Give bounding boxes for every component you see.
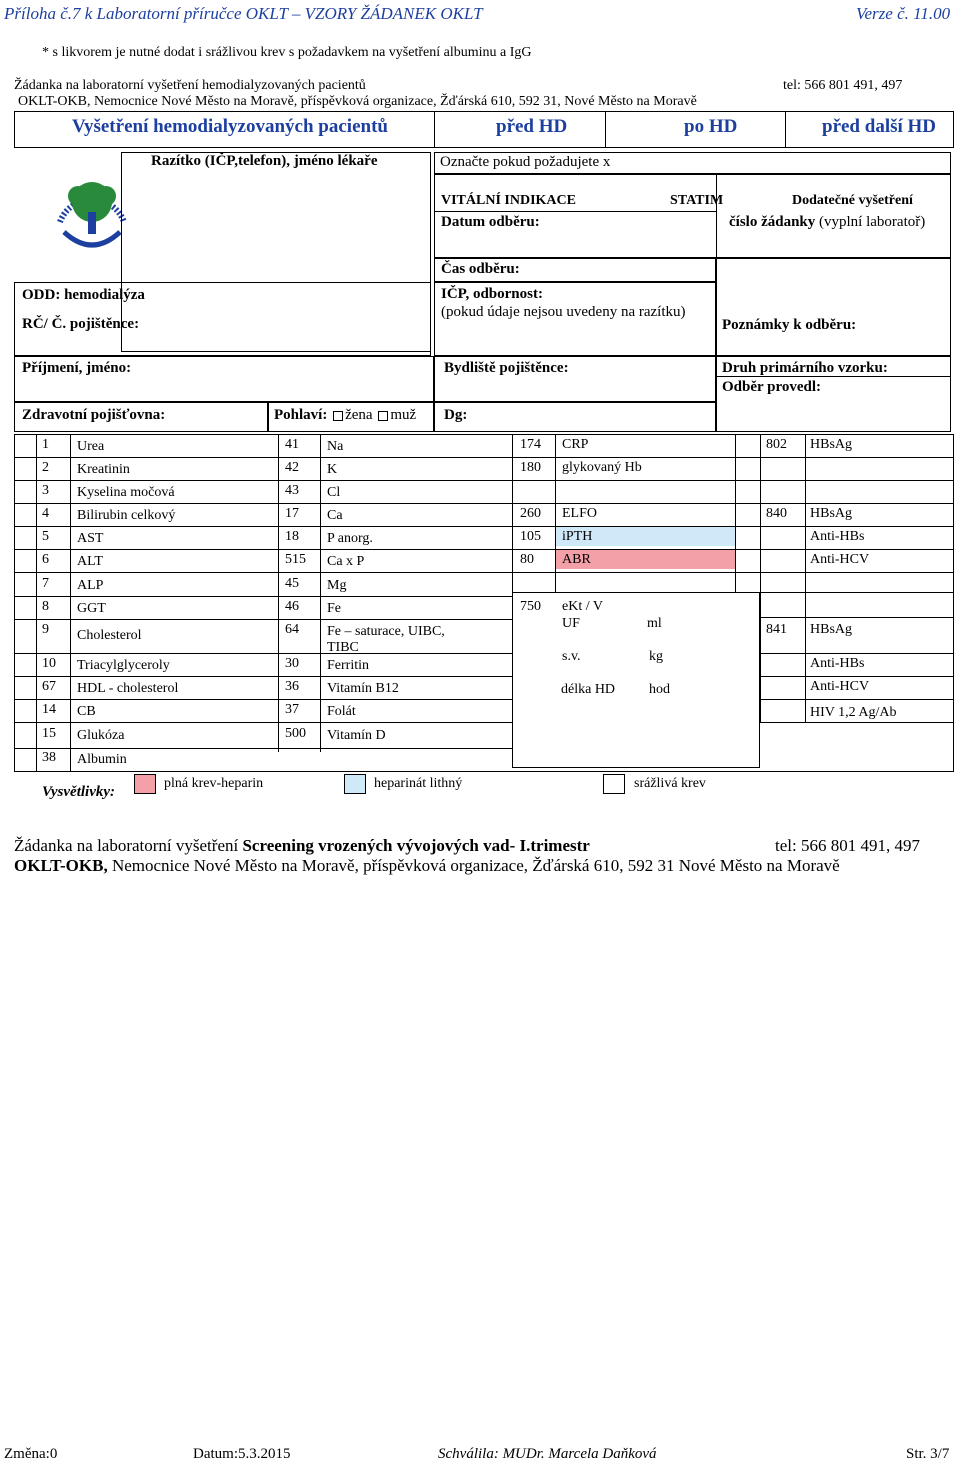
male-label: muž [390,407,417,423]
stamp-label: Razítko (IČP,telefon), jméno lékaře [151,153,378,169]
version: Verze č. 11.00 [856,4,951,23]
grid-hline-9 [14,676,512,677]
banner-main: Vyšetření hemodialyzovaných pacientů [72,116,388,137]
legend-label: Vysvětlivky: [42,784,116,800]
legend-white-swatch [603,774,625,794]
grid-hline-r-5 [512,572,954,573]
grid-hline-11 [14,722,512,723]
grid-hline-r-2 [512,503,954,504]
test-name[interactable]: Kyselina močová [77,485,175,500]
test-number-14[interactable]: 14 [42,702,56,717]
test-name[interactable]: ELFO [562,506,597,521]
grid-hline-2 [14,503,512,504]
test-name[interactable]: Bilirubin celkový [77,508,176,523]
test-name[interactable]: AST [77,531,104,546]
legend-red-swatch [134,774,156,794]
grid-hline-10 [14,699,512,700]
test-name[interactable]: HBsAg [810,506,853,521]
residence-label: Bydliště pojištěnce: [444,360,569,376]
male-checkbox[interactable] [378,411,388,421]
test-number-515[interactable]: 515 [285,552,306,567]
test-number-41[interactable]: 41 [285,437,299,452]
grid-hline-0 [14,457,512,458]
test-number-67[interactable]: 67 [42,679,56,694]
test-number-840[interactable]: 840 [766,506,787,521]
grid-hline-3 [14,526,512,527]
ml-unit: ml [647,616,662,631]
grid-hline-1 [14,480,512,481]
form1-address: OKLT-OKB, Nemocnice Nové Město na Moravě, příspěvková organizace, Žďárská 610, 592 31, Nové Město na Moravě [18,94,697,109]
grid-hline-r2-3 [760,699,954,700]
grid-vline-3 [320,434,321,752]
odd-label: ODD: hemodialýza [22,287,145,303]
test-name[interactable]: Ferritin [327,658,369,673]
test-number-36[interactable]: 36 [285,679,299,694]
notes-label: Poznámky k odběru: [722,317,857,333]
grid-vline-11 [805,592,806,722]
test-name[interactable]: Vitamín D [327,728,386,743]
sex-label: Pohlaví: [274,407,328,423]
test-number-15[interactable]: 15 [42,726,56,741]
test-name[interactable]: Cl [327,485,341,500]
test-number-500[interactable]: 500 [285,726,306,741]
grid-vline-2 [278,434,279,752]
banner-next-hd[interactable]: před další HD [822,116,937,137]
test-name[interactable]: ALT [77,554,103,569]
test-number-802[interactable]: 802 [766,437,787,452]
grid-vline-10 [760,592,761,722]
test-number-2[interactable]: 2 [42,460,49,475]
legend-red-label: plná krev-heparin [164,776,264,791]
test-number-4[interactable]: 4 [42,506,49,521]
test-name[interactable]: eKt / V [562,599,603,614]
test-name[interactable]: Vitamín B12 [327,681,399,696]
patient-id-box[interactable] [14,282,431,356]
test-name[interactable]: Kreatinin [77,462,130,477]
hod-unit: hod [649,682,670,697]
test-number-3[interactable]: 3 [42,483,49,498]
female-label: žena [345,407,373,423]
name-label: Příjmení, jméno: [22,360,132,376]
test-number-38[interactable]: 38 [42,750,56,765]
grid-hline-7 [14,619,512,620]
test-name[interactable]: Anti-HCV [810,552,870,567]
likvor-note: * s likvorem je nutné dodat i srážlivou krev s požadavkem na vyšetření albuminu a IgG [42,45,532,60]
test-number-17[interactable]: 17 [285,506,299,521]
test-name[interactable]: HDL - cholesterol [77,681,179,696]
hd-length-label: délka HD [561,682,616,697]
grid-hline-r-4 [512,549,954,550]
test-name[interactable]: HBsAg [810,622,853,637]
kg-unit: kg [649,649,663,664]
test-number-6[interactable]: 6 [42,552,49,567]
grid-hline-r-1 [512,480,954,481]
banner-pre-hd[interactable]: před HD [496,116,568,137]
legend-blue-swatch [344,774,366,794]
grid-hline-5 [14,572,512,573]
test-name[interactable]: Folát [327,704,356,719]
footer-change: Změna:0 [4,1446,58,1462]
test-number-7[interactable]: 7 [42,576,49,591]
grid-hline-6 [14,596,512,597]
test-name[interactable]: Cholesterol [77,628,142,643]
test-name[interactable]: Anti-HCV [810,679,870,694]
form1-title: Žádanka na laboratorní vyšetření hemodialyzovaných pacientů [14,78,366,93]
test-number-80[interactable]: 80 [520,552,534,567]
insurance-label: Zdravotní pojišťovna: [22,407,166,423]
test-number-42[interactable]: 42 [285,460,299,475]
grid-hline-8 [14,653,512,654]
rc-label: RČ/ Č. pojištěnce: [22,316,140,332]
mark-label: Označte pokud požadujete x [440,154,611,170]
grid-hline-r2-4 [760,722,954,723]
test-name[interactable]: K [327,462,338,477]
test-name[interactable]: CRP [562,437,589,452]
grid-hline-r2-1 [760,653,954,654]
test-number-46[interactable]: 46 [285,599,299,614]
test-number-5[interactable]: 5 [42,529,49,544]
test-number-45[interactable]: 45 [285,576,299,591]
icp-note: (pokud údaje nejsou uvedeny na razítku) [441,304,686,320]
test-name[interactable]: glykovaný Hb [562,460,642,475]
test-name[interactable]: Mg [327,578,347,593]
grid-hline-r-3 [512,526,954,527]
grid-hline-12 [14,748,512,749]
test-number-18[interactable]: 18 [285,529,299,544]
additional-exam[interactable]: Dodatečné vyšetření [792,193,913,208]
test-number-174[interactable]: 174 [520,437,541,452]
test-name[interactable]: iPTH [562,529,593,544]
test-name[interactable]: ABR [562,552,591,567]
test-number-10[interactable]: 10 [42,656,56,671]
footer-approved: Schválila: MUDr. Marcela Daňková [438,1446,657,1462]
test-name[interactable]: Ca [327,508,343,523]
vital-indication[interactable]: VITÁLNÍ INDIKACE [441,193,576,208]
form2-address: OKLT-OKB, Nemocnice Nové Město na Moravě, příspěvková organizace, Žďárská 610, 592 31 Nové Město na Moravě [14,856,840,875]
test-number-30[interactable]: 30 [285,656,299,671]
legend-blue-label: heparinát lithný [374,776,463,791]
grid-hline-r2-0 [760,617,954,618]
icp-label: IČP, odbornost: [441,286,543,302]
footer-date: Datum:5.3.2015 [193,1446,291,1462]
test-name[interactable]: Fe – saturace, UIBC, [327,624,445,639]
test-number-260[interactable]: 260 [520,506,541,521]
test-name[interactable]: GGT [77,601,106,616]
dg-box[interactable] [434,402,716,432]
test-name[interactable]: Ca x P [327,554,365,569]
test-number-180[interactable]: 180 [520,460,541,475]
test-name[interactable]: ALP [77,578,104,593]
grid-hline-r-0 [512,457,954,458]
footer-page: Str. 3/7 [906,1446,950,1462]
statim[interactable]: STATIM [670,193,724,208]
test-number-43[interactable]: 43 [285,483,299,498]
female-checkbox[interactable] [333,411,343,421]
hospital-logo [52,162,132,258]
test-name[interactable]: TIBC [327,640,359,655]
page-title: Příloha č.7 k Laboratorní příručce OKLT – VZORY ŽÁDANEK OKLT [4,4,483,23]
grid-hline-4 [14,549,512,550]
grid-hline-r2-2 [760,676,954,677]
date-label: Datum odběru: [441,214,540,230]
time-label: Čas odběru: [441,261,520,277]
test-name[interactable]: Anti-HBs [810,656,865,671]
test-name[interactable]: CB [77,704,96,719]
test-name[interactable]: P anorg. [327,531,373,546]
test-name[interactable]: Fe [327,601,341,616]
test-number-841[interactable]: 841 [766,622,787,637]
dg-label: Dg: [444,407,468,423]
ekt-box [512,592,760,768]
test-name[interactable]: Glukóza [77,728,125,743]
request-no-note: (vyplní laboratoř) [819,214,926,230]
form1-phone: tel: 566 801 491, 497 [783,78,903,93]
test-number-8[interactable]: 8 [42,599,49,614]
legend-white-label: srážlivá krev [634,776,706,791]
test-name[interactable]: HBsAg [810,437,853,452]
test-name[interactable]: Albumin [77,752,127,767]
test-number-105[interactable]: 105 [520,529,541,544]
test-number-1[interactable]: 1 [42,437,49,452]
test-name[interactable]: Anti-HBs [810,529,865,544]
collected-by-label: Odběr provedl: [722,379,822,395]
test-name[interactable]: Triacylglyceroly [77,658,170,673]
test-number-64[interactable]: 64 [285,622,299,637]
test-name[interactable]: Urea [77,439,105,454]
test-name[interactable]: HIV 1,2 Ag/Ab [810,705,897,720]
test-number-750[interactable]: 750 [520,599,541,614]
banner-post-hd[interactable]: po HD [684,116,738,137]
test-number-37[interactable]: 37 [285,702,299,717]
sv-label: s.v. [562,649,581,664]
form2-phone: tel: 566 801 491, 497 [775,836,920,855]
sample-type-label: Druh primárního vzorku: [722,360,888,376]
uf-label: UF [562,616,580,631]
request-no-label: číslo žádanky [729,214,816,230]
notes-box[interactable] [716,258,951,356]
test-number-9[interactable]: 9 [42,622,49,637]
form2-title: Žádanka na laboratorní vyšetření Screening vrozených vývojových vad- I.trimestr [14,836,590,855]
test-name[interactable]: Na [327,439,344,454]
